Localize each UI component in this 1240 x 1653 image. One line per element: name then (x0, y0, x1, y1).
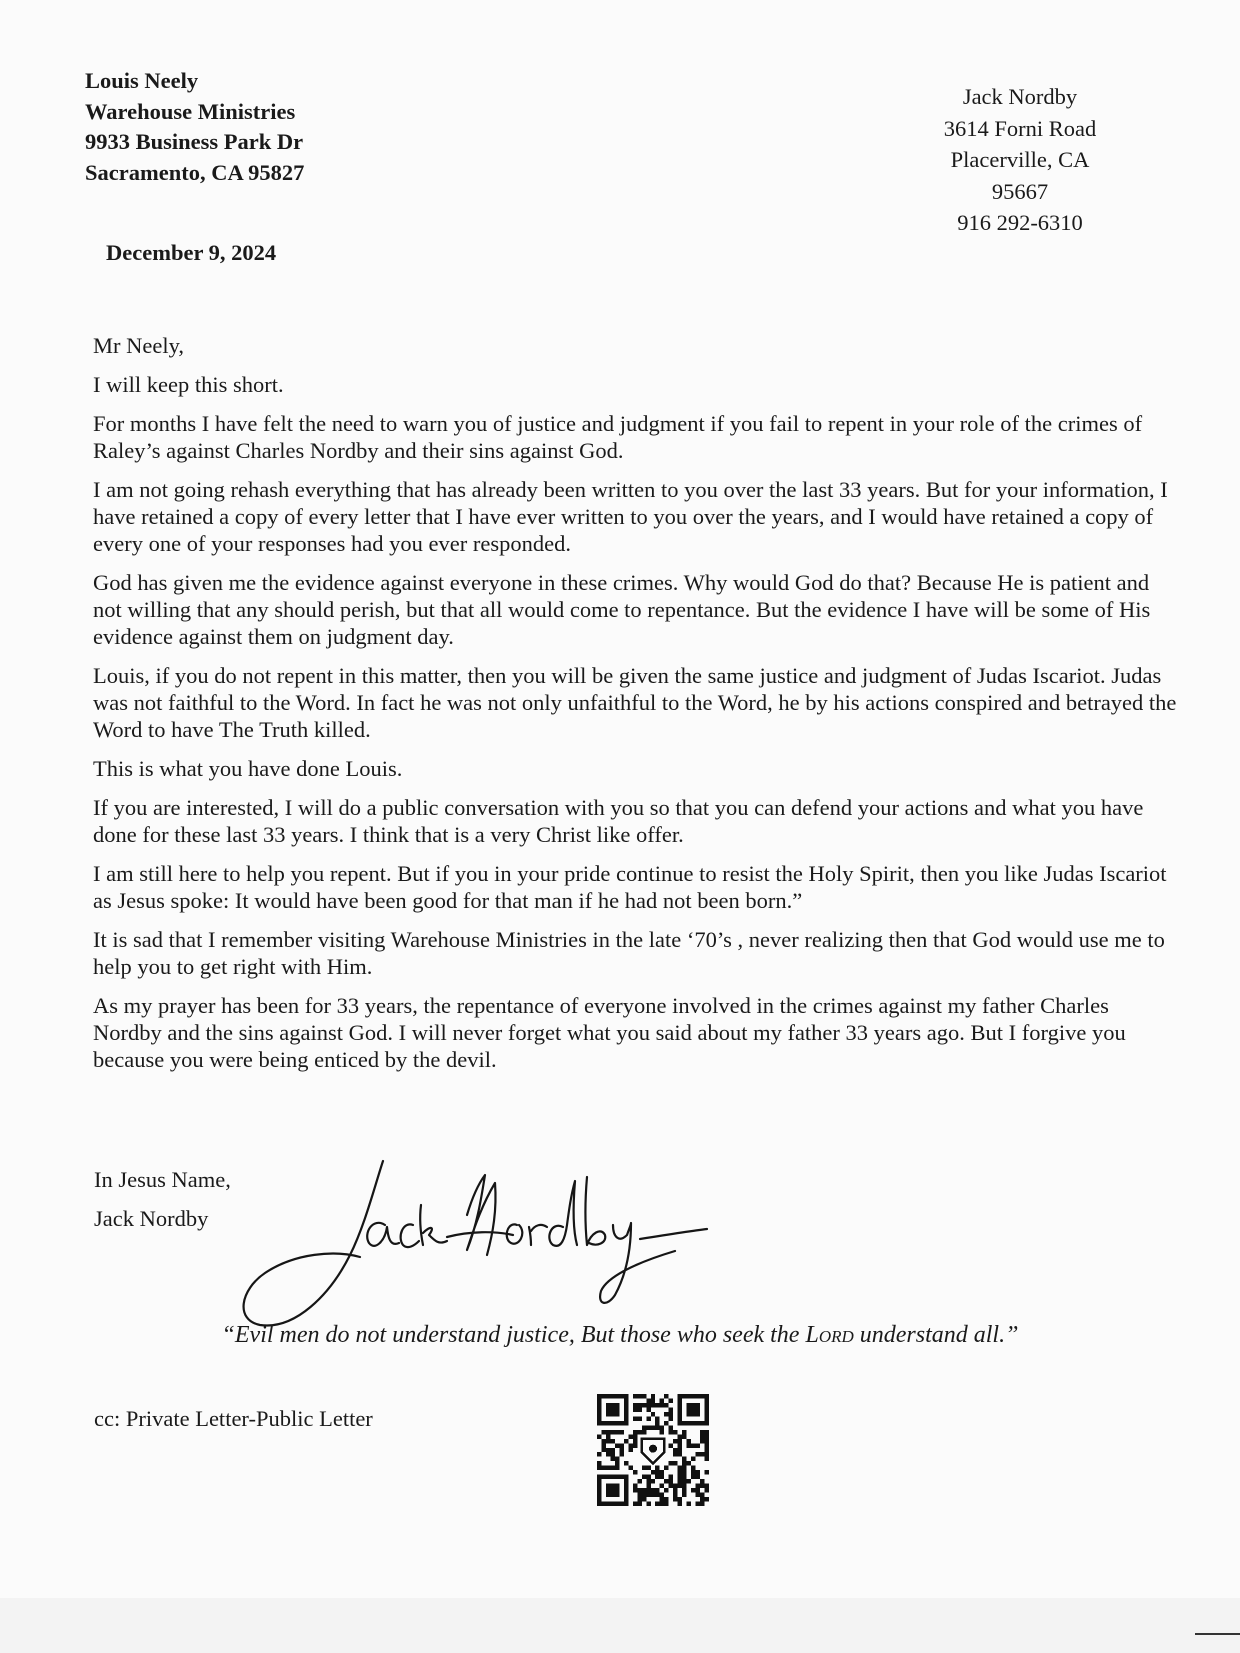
sender-name: Jack Nordby (962, 84, 1078, 109)
recipient-organization: Warehouse Ministries (85, 98, 296, 124)
body-paragraph: I am not going rehash everything that has already been written to you over the last 33 years. But for your information, I have retained a copy of every letter that I have ever written to you over the years, and I would have retained a copy of every one of your responses had you ever responded. (93, 477, 1168, 556)
letter-body (93, 332, 1183, 1085)
body-paragraph: Louis, if you do not repent in this matter, then you will be given the same justice and judgment of Judas Iscariot. Judas was not faithful to the Word. In fact he was not only unfaithful to the Word, he by his actions conspired and betrayed the Word to have The Truth killed. (93, 663, 1177, 742)
sender-address-block (880, 81, 1160, 239)
verse-lord: Lord (805, 1322, 854, 1348)
sender-city-state: Placerville, CA (950, 147, 1090, 172)
body-paragraph: It is sad that I remember visiting Warehouse Ministries in the late ‘70’s , never realizing then that God would use me to help you to get right with Him. (93, 927, 1165, 979)
body-paragraph: I am still here to help you repent. But if you in your pride continue to resist the Holy Spirit, then you like Judas Iscariot as Jesus spoke: It would have been good for that man if he had not been born.” (93, 861, 1167, 913)
recipient-street: 9933 Business Park Dr (85, 129, 304, 154)
verse-text-end: understand all.” (853, 1322, 1019, 1348)
handwritten-signature (235, 1155, 710, 1335)
closing-name: Jack Nordby (94, 1206, 209, 1231)
recipient-name: Louis Neely (85, 68, 199, 93)
body-paragraph: As my prayer has been for 33 years, the repentance of everyone involved in the crimes against my father Charles Nordby and the sins against God. I will never forget what you said about my father 33 years ago. But I forgive you because you were being enticed by the devil. (93, 993, 1126, 1072)
cc-line: cc: Private Letter-Public Letter (94, 1406, 373, 1431)
recipient-city-state-zip: Sacramento, CA 95827 (85, 159, 305, 185)
body-paragraph: If you are interested, I will do a public conversation with you so that you can defend your actions and what you have done for these last 33 years. I think that is a very Christ like offer. (93, 795, 1144, 847)
body-paragraph: For months I have felt the need to warn you of justice and judgment if you fail to repent in your role of the crimes of Raley’s against Charles Nordby and their sins against God. (93, 411, 1143, 463)
body-paragraph: God has given me the evidence against everyone in these crimes. Why would God do that? Because He is patient and not willing that any should perish, but that all would come to repentance. But the evidence I have will be some of His evidence against them on judgment day. (93, 570, 1151, 649)
recipient-address-block (85, 66, 304, 188)
sender-zip: 95667 (991, 178, 1049, 204)
letter-date: December 9, 2024 (106, 240, 277, 265)
edge-mark (1195, 1633, 1240, 1635)
salutation: Mr Neely, (93, 333, 185, 358)
sender-phone: 916 292-6310 (957, 210, 1083, 235)
body-paragraph: I will keep this short. (93, 372, 284, 397)
qr-code (597, 1394, 709, 1506)
closing-block (94, 1160, 231, 1238)
scripture-verse (0, 1322, 1240, 1349)
valediction: In Jesus Name, (94, 1167, 231, 1192)
sender-street: 3614 Forni Road (943, 115, 1097, 141)
body-paragraph: This is what you have done Louis. (93, 756, 403, 781)
verse-text-start: “Evil men do not understand justice, But those who seek the (221, 1322, 806, 1348)
page-bottom-edge (0, 1598, 1240, 1653)
